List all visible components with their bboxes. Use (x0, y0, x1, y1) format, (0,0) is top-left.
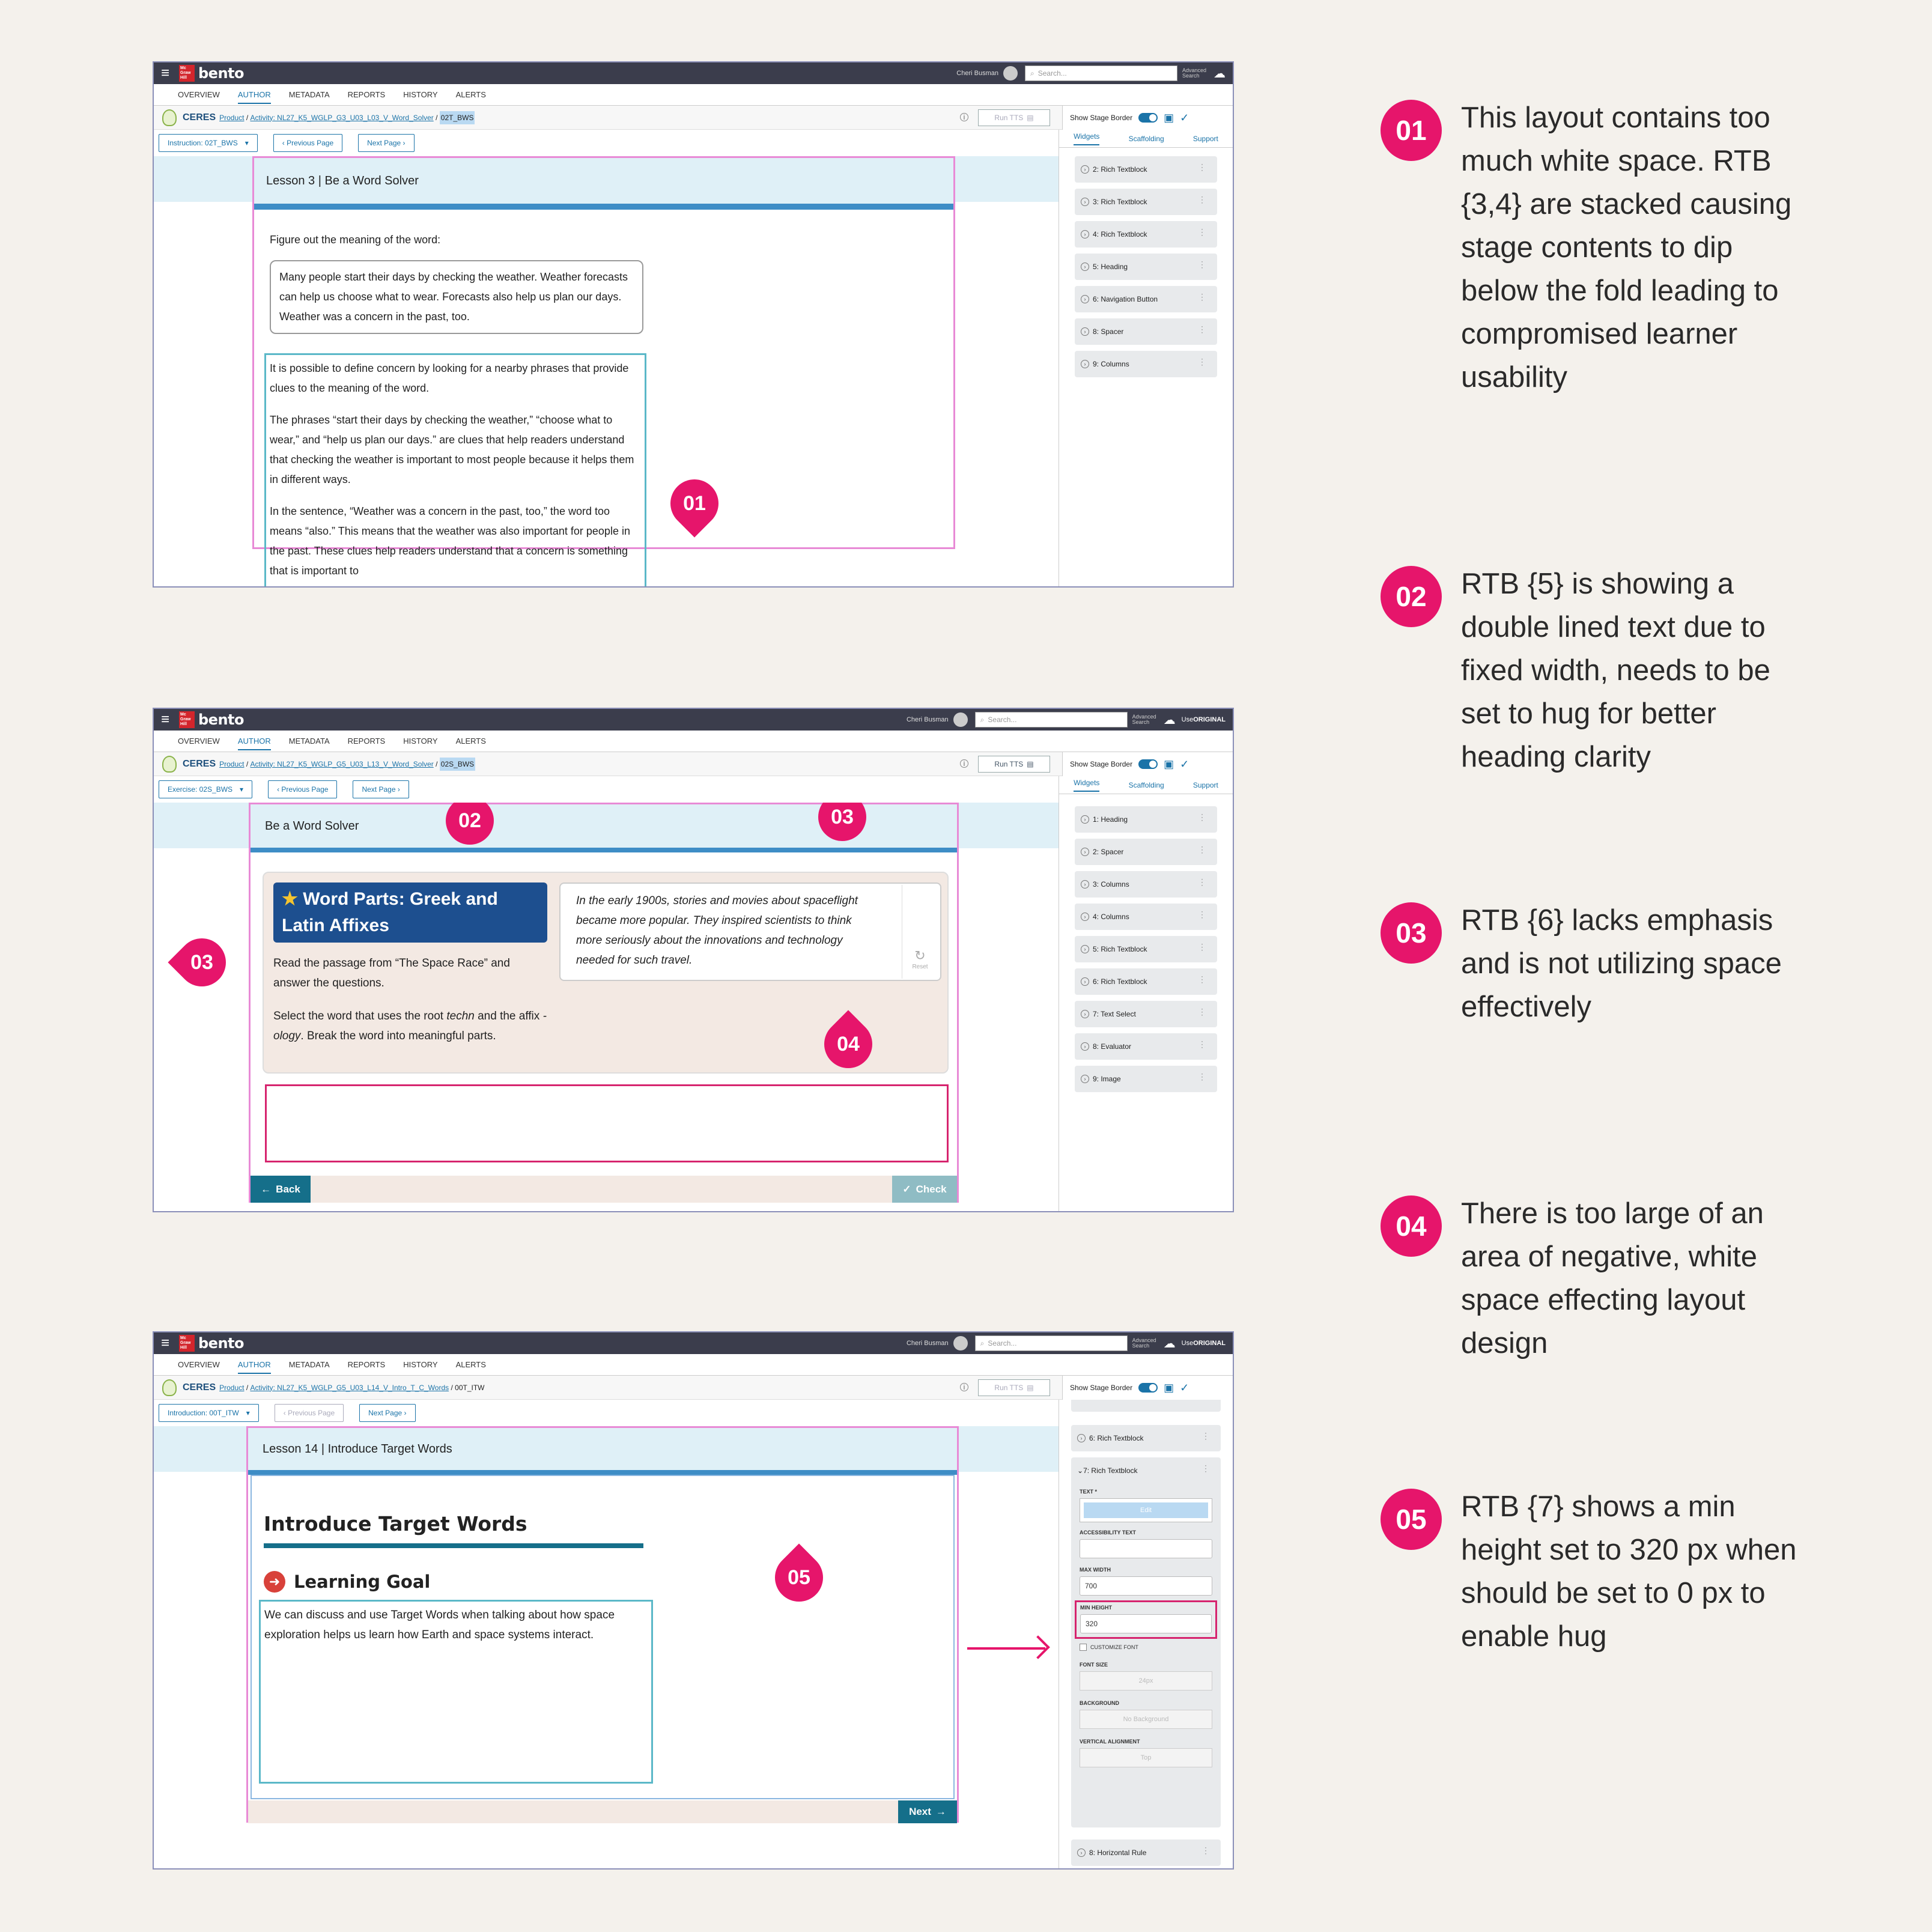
search-input[interactable]: ⌕ Search... (975, 712, 1128, 728)
user-name: Cheri Busman (906, 716, 949, 723)
info-icon[interactable]: i (960, 1383, 968, 1391)
kebab-icon[interactable]: ⋮ (1198, 812, 1206, 822)
heading-rule (264, 1543, 643, 1548)
page-heading: Introduce Target Words (264, 1512, 527, 1536)
title-rule (248, 1470, 957, 1475)
tab-alerts[interactable]: ALERTS (455, 737, 486, 746)
note-badge: 05 (1381, 1489, 1442, 1550)
arrow-left-icon: ← (261, 1183, 272, 1195)
min-height-label: MIN HEIGHT (1080, 1605, 1112, 1611)
previous-page-button[interactable]: ‹ Previous Page (273, 134, 342, 152)
word-parts-heading: ★ Word Parts: Greek and Latin Affixes (273, 882, 547, 943)
document-icon: ▤ (1027, 114, 1034, 122)
stage (154, 1426, 1059, 1870)
font-size-select[interactable]: 24px (1080, 1671, 1212, 1690)
properties-panel (1059, 1400, 1233, 1870)
tab-widgets[interactable]: Widgets (1074, 779, 1099, 792)
screen-selector[interactable]: Instruction: 02T_BWS ▾ (159, 134, 258, 152)
search-icon: ⌕ (980, 1338, 985, 1347)
explanation-para-1: It is possible to define concern by looking for a nearby phrases that provide clues to the meaning of the word. (270, 362, 629, 394)
tab-reports[interactable]: REPORTS (347, 737, 386, 746)
kebab-icon[interactable]: ⋮ (1198, 877, 1206, 887)
search-input[interactable]: ⌕ Search... (1025, 65, 1177, 81)
text-label: TEXT * (1080, 1489, 1098, 1495)
chevron-right-icon: › (1081, 165, 1089, 174)
note-04 (1381, 1192, 1861, 1365)
mcgraw-hill-logo: Mc Graw Hill (179, 1335, 195, 1352)
nav-tabs (154, 1354, 1233, 1376)
min-height-highlight (1075, 1600, 1217, 1639)
advanced-search-link[interactable]: Advanced Search (1132, 714, 1156, 725)
rich-textblock-7: We can discuss and use Target Words when talking about how space exploration helps us learn how Earth and space systems interact. (259, 1600, 653, 1784)
tab-scaffolding[interactable]: Scaffolding (1128, 780, 1164, 789)
brand-name: bento (198, 65, 245, 82)
tab-reports[interactable]: REPORTS (347, 1360, 386, 1369)
kebab-icon[interactable]: ⋮ (1198, 1007, 1206, 1016)
title-rule (251, 848, 957, 852)
chevron-right-icon: › (1081, 848, 1089, 856)
use-original-button[interactable]: UseORIGINAL (1181, 716, 1226, 723)
chevron-right-icon: › (1081, 977, 1089, 986)
tab-support[interactable]: Support (1192, 780, 1218, 789)
kebab-icon[interactable]: ⋮ (1198, 195, 1206, 204)
caret-down-icon: ▾ (240, 785, 244, 794)
kebab-icon[interactable]: ⋮ (1198, 942, 1206, 952)
note-badge: 02 (1381, 566, 1442, 627)
user-name: Cheri Busman (956, 70, 998, 77)
explanation-para-2: The phrases “start their days by checking the weather,” “choose what to wear,” and “help us plan our days.” are clues that help readers understand that checking the weather is important to most people because it helps them in different ways. (270, 414, 634, 485)
info-icon[interactable]: i (960, 759, 968, 768)
breadcrumb-product[interactable]: Product (219, 113, 245, 122)
widget-item[interactable]: › 4: Rich Textblock ⋮ (1075, 221, 1217, 248)
note-badge: 03 (1381, 902, 1442, 964)
menu-icon[interactable]: ≡ (161, 711, 170, 728)
avatar[interactable] (953, 712, 968, 727)
note-text: RTB {6} lacks emphasis and is not utilizing space effectively (1461, 904, 1782, 1023)
annotation-pin-03-left: 03 (168, 928, 235, 996)
widget-item[interactable]: › 5: Heading ⋮ (1075, 254, 1217, 280)
breadcrumb: CERES Product / Activity: NL27_K5_WGLP_G5_U03_L14_V_Intro_T_C_Words / 00T_ITW i Run TTS ▤ Show Stage Border ▣ ✓ (154, 1376, 1233, 1400)
breadcrumb: CERES Product / Activity: NL27_K5_WGLP_G5_U03_L13_V_Word_Solver / 02S_BWS i Run TTS ▤ Show Stage Border ▣ ✓ (154, 752, 1233, 776)
min-height-input[interactable]: 320 (1080, 1614, 1212, 1633)
check-button[interactable]: ✓ Check (892, 1176, 957, 1203)
instructions-2: Select the word that uses the root techn and the affix -ology. Break the word into meaningful parts. (273, 1010, 547, 1042)
widget-item[interactable]: › 7: Text Select ⋮ (1075, 1001, 1217, 1027)
panel-tabs (1059, 776, 1233, 794)
top-bar (154, 1332, 1233, 1354)
tab-history[interactable]: HISTORY (403, 1360, 438, 1369)
cloud-icon[interactable]: ☁ (1163, 1337, 1176, 1350)
title-rule (254, 204, 953, 210)
tab-overview[interactable]: OVERVIEW (178, 737, 220, 746)
widget-header[interactable]: ⌄ 7: Rich Textblock ⋮ (1077, 1463, 1210, 1475)
run-tts-button[interactable]: Run TTS ▤ (978, 109, 1050, 126)
note-text: There is too large of an area of negative, white space effecting layout design (1461, 1197, 1764, 1359)
tab-history[interactable]: HISTORY (403, 737, 438, 746)
show-stage-border-label: Show Stage Border (1070, 1384, 1133, 1392)
callout-arrow (967, 1647, 1045, 1650)
ceres-logo: CERES (183, 112, 216, 123)
lightbulb-icon (162, 1379, 177, 1396)
widget-list (1059, 1400, 1233, 1866)
chevron-right-icon: › (1081, 880, 1089, 889)
tab-author[interactable]: AUTHOR (238, 90, 271, 104)
tab-reports[interactable]: REPORTS (347, 90, 386, 99)
next-page-button[interactable]: Next Page › (359, 1404, 415, 1422)
widget-item[interactable]: › 6: Navigation Button ⋮ (1075, 286, 1217, 312)
widget-item[interactable]: › 6: Rich Textblock ⋮ (1075, 968, 1217, 995)
run-tts-button[interactable]: Run TTS ▤ (978, 756, 1050, 773)
next-page-button[interactable]: Next Page › (353, 780, 409, 798)
note-03 (1381, 899, 1861, 1028)
top-bar (154, 62, 1233, 84)
annotation-pin-03-top: 03 (808, 803, 876, 851)
back-button[interactable]: ← Back (251, 1176, 311, 1203)
kebab-icon[interactable]: ⋮ (1198, 1072, 1206, 1081)
next-page-button[interactable]: Next Page › (358, 134, 414, 152)
ceres-logo: CERES (183, 758, 216, 769)
screenshot-2 (153, 708, 1234, 1212)
tab-metadata[interactable]: METADATA (288, 737, 330, 746)
chevron-right-icon: › (1081, 1010, 1089, 1018)
customize-font-checkbox[interactable] (1080, 1644, 1087, 1651)
annotation-pin-02: 02 (436, 803, 503, 855)
accessibility-text-label: ACCESSIBILITY TEXT (1080, 1530, 1136, 1536)
breadcrumb-current: 00T_ITW (455, 1383, 485, 1392)
advanced-search-link[interactable]: Advanced Search (1132, 1337, 1156, 1349)
vertical-alignment-select[interactable]: Top (1080, 1748, 1212, 1767)
chevron-right-icon: › (1077, 1434, 1086, 1442)
check-icon[interactable]: ✓ (1180, 758, 1189, 770)
use-original-button[interactable]: UseORIGINAL (1181, 1340, 1226, 1347)
chevron-right-icon: › (1081, 360, 1089, 368)
max-width-input[interactable]: 700 (1080, 1576, 1212, 1596)
note-text: This layout contains too much white space. RTB {3,4} are stacked causing stage contents to dip below the fold leading to compromised learner usability (1461, 102, 1792, 393)
top-bar (154, 709, 1233, 731)
stage-border (246, 1426, 959, 1823)
screen-selector[interactable]: Introduction: 00T_ITW ▾ (159, 1404, 259, 1422)
tab-author[interactable]: AUTHOR (238, 737, 271, 750)
stage-controls (1062, 106, 1234, 130)
kebab-icon[interactable]: ⋮ (1198, 1039, 1206, 1049)
kebab-icon[interactable]: ⋮ (1198, 357, 1206, 366)
nav-tabs (154, 84, 1233, 106)
widget-item[interactable]: › 5: Rich Textblock ⋮ (1075, 936, 1217, 962)
screen-selector[interactable]: Exercise: 02S_BWS ▾ (159, 780, 252, 798)
brand-name: bento (198, 711, 245, 728)
document-icon: ▤ (1027, 1384, 1034, 1392)
widget-item[interactable]: › 8: Horizontal Rule ⋮ (1071, 1839, 1221, 1866)
previous-page-button[interactable]: ‹ Previous Page (275, 1404, 344, 1422)
text-field (1080, 1498, 1212, 1522)
note-text: RTB {5} is showing a double lined text due to fixed width, needs to be set to hug for better heading clarity (1461, 568, 1770, 773)
kebab-icon[interactable]: ⋮ (1198, 324, 1206, 334)
edit-button[interactable]: Edit (1084, 1502, 1208, 1518)
kebab-icon[interactable]: ⋮ (1201, 1431, 1210, 1441)
tab-overview[interactable]: OVERVIEW (178, 1360, 220, 1369)
panel-tabs (1059, 130, 1233, 148)
screenshot-3 (153, 1331, 1234, 1870)
lightbulb-icon (162, 109, 177, 126)
tab-metadata[interactable]: METADATA (288, 90, 330, 99)
widget-item[interactable]: › 8: Evaluator ⋮ (1075, 1033, 1217, 1060)
chevron-down-icon: ⌄ (1077, 1466, 1084, 1475)
chevron-right-icon: › (1081, 913, 1089, 921)
lesson-title: Lesson 3 | Be a Word Solver (254, 158, 953, 204)
chevron-right-icon: › (1081, 230, 1089, 238)
annotation-pin-05: 05 (765, 1543, 833, 1611)
checkmark-icon: ✓ (902, 1183, 911, 1195)
widget-item[interactable]: › 9: Columns ⋮ (1075, 351, 1217, 377)
lesson-title: Be a Word Solver (251, 804, 957, 848)
lightbulb-icon (162, 756, 177, 773)
chevron-right-icon: › (1081, 327, 1089, 336)
note-badge: 01 (1381, 100, 1442, 161)
avatar[interactable] (1003, 66, 1018, 80)
show-stage-border-label: Show Stage Border (1070, 760, 1133, 768)
chevron-right-icon: › (1081, 945, 1089, 953)
chevron-right-icon: › (1081, 198, 1089, 206)
background-label: BACKGROUND (1080, 1700, 1119, 1706)
empty-evaluator-area (265, 1084, 949, 1162)
footer-bar (251, 1176, 957, 1203)
tab-metadata[interactable]: METADATA (288, 1360, 330, 1369)
kebab-icon[interactable]: ⋮ (1198, 227, 1206, 237)
mcgraw-hill-logo: Mc Graw Hill (179, 711, 195, 728)
tab-overview[interactable]: OVERVIEW (178, 90, 220, 99)
widget-item[interactable]: › 3: Rich Textblock ⋮ (1075, 189, 1217, 215)
caret-down-icon: ▾ (246, 1409, 250, 1417)
kebab-icon[interactable]: ⋮ (1198, 910, 1206, 919)
arrow-right-icon: → (935, 1806, 946, 1817)
widget-item[interactable]: › 6: Rich Textblock ⋮ (1071, 1425, 1221, 1451)
run-tts-button[interactable]: Run TTS ▤ (978, 1379, 1050, 1396)
tab-author[interactable]: AUTHOR (238, 1360, 271, 1374)
tab-support[interactable]: Support (1192, 134, 1218, 143)
widget-panel (1059, 130, 1233, 588)
widget-list (1059, 148, 1233, 377)
preview-icon[interactable]: ▣ (1164, 111, 1174, 124)
customize-font-row[interactable]: CUSTOMIZE FONT (1080, 1644, 1212, 1651)
chevron-right-icon: › (1077, 1848, 1086, 1857)
tab-scaffolding[interactable]: Scaffolding (1128, 134, 1164, 143)
screenshot-1 (153, 61, 1234, 588)
accessibility-text-input[interactable] (1080, 1539, 1212, 1558)
breadcrumb: CERES Product / Activity: NL27_K5_WGLP_G3_U03_L03_V_Word_Solver / 02T_BWS i Run TTS ▤ Show Stage Border ▣ ✓ (154, 106, 1233, 130)
breadcrumb-current: 02T_BWS (440, 111, 475, 124)
stage-controls (1062, 752, 1234, 776)
cloud-icon[interactable]: ☁ (1214, 67, 1226, 80)
footer-bar (248, 1800, 957, 1823)
brand-name: bento (198, 1335, 245, 1352)
prompt-text: Figure out the meaning of the word: (270, 234, 441, 246)
show-stage-border-label: Show Stage Border (1070, 114, 1133, 122)
note-badge: 04 (1381, 1195, 1442, 1257)
note-05 (1381, 1485, 1861, 1658)
caret-down-icon: ▾ (245, 139, 249, 147)
breadcrumb-activity[interactable]: Activity: NL27_K5_WGLP_G5_U03_L14_V_Intro_T_C_Words (250, 1383, 449, 1392)
next-button[interactable]: Next → (898, 1800, 957, 1823)
info-icon[interactable]: i (960, 113, 968, 121)
passage-box: In the early 1900s, stories and movies about spaceflight became more popular. They inspired scientists to think more seriously about the innovations and technology needed for such travel. (559, 882, 941, 981)
widget-panel (1059, 776, 1233, 1212)
widget-list (1059, 794, 1233, 1092)
stage (154, 803, 1061, 1212)
search-icon: ⌕ (1030, 68, 1034, 77)
widget-item[interactable]: › 3: Columns ⋮ (1075, 871, 1217, 898)
check-icon[interactable]: ✓ (1180, 111, 1189, 124)
tab-history[interactable]: HISTORY (403, 90, 438, 99)
note-01 (1381, 96, 1861, 399)
lesson-title: Lesson 14 | Introduce Target Words (248, 1428, 957, 1470)
stage-controls (1062, 1376, 1234, 1400)
stage-border-toggle[interactable] (1138, 1383, 1158, 1393)
kebab-icon[interactable]: ⋮ (1201, 1845, 1210, 1855)
ceres-logo: CERES (183, 1382, 216, 1393)
preview-icon[interactable]: ▣ (1164, 1381, 1174, 1394)
tab-alerts[interactable]: ALERTS (455, 90, 486, 99)
instructions-1: Read the passage from “The Space Race” and answer the questions. (273, 957, 510, 989)
kebab-icon[interactable]: ⋮ (1201, 1463, 1210, 1473)
chevron-right-icon: › (1081, 263, 1089, 271)
learning-goal-heading: ➜ Learning Goal (264, 1571, 430, 1593)
note-02 (1381, 562, 1861, 779)
kebab-icon[interactable]: ⋮ (1198, 974, 1206, 984)
advanced-search-link[interactable]: Advanced Search (1182, 67, 1207, 79)
previous-page-button[interactable]: ‹ Previous Page (268, 780, 337, 798)
widget-item-partial (1071, 1400, 1221, 1412)
font-size-label: FONT SIZE (1080, 1662, 1108, 1668)
kebab-icon[interactable]: ⋮ (1198, 260, 1206, 269)
chevron-right-icon: › (1081, 295, 1089, 303)
nav-tabs (154, 731, 1233, 752)
widget-item[interactable]: › 8: Spacer ⋮ (1075, 318, 1217, 345)
tab-widgets[interactable]: Widgets (1074, 132, 1099, 145)
document-icon: ▤ (1027, 760, 1034, 768)
explanation-para-3: In the sentence, “Weather was a concern in the past, too,” the word too means “also.” This means that the weather was also important for people in the past. These clues help readers understand that a concern is something that is important to (270, 505, 630, 577)
widget-item[interactable]: › 4: Columns ⋮ (1075, 904, 1217, 930)
widget-item[interactable]: › 2: Spacer ⋮ (1075, 839, 1217, 865)
mcgraw-hill-logo: Mc Graw Hill (179, 65, 195, 82)
arrow-right-circle-icon: ➜ (264, 1571, 285, 1593)
widget-item-expanded (1071, 1457, 1221, 1827)
kebab-icon[interactable]: ⋮ (1198, 292, 1206, 302)
kebab-icon[interactable]: ⋮ (1198, 162, 1206, 172)
vertical-alignment-label: VERTICAL ALIGNMENT (1080, 1739, 1140, 1745)
background-select[interactable]: No Background (1080, 1710, 1212, 1729)
stage-border-toggle[interactable] (1138, 759, 1158, 769)
chevron-right-icon: › (1081, 815, 1089, 824)
stage-border (249, 803, 959, 1203)
reset-icon: ↻ (914, 948, 926, 963)
menu-icon[interactable]: ≡ (161, 65, 170, 81)
breadcrumb-product[interactable]: Product (219, 1383, 245, 1392)
breadcrumb-current: 02S_BWS (440, 758, 475, 771)
note-text: RTB {7} shows a min height set to 320 px when should be set to 0 px to enable hug (1461, 1490, 1797, 1653)
rich-textblock-stacked (264, 353, 646, 588)
search-input[interactable]: ⌕ Search... (975, 1335, 1128, 1351)
widget-item[interactable]: › 9: Image ⋮ (1075, 1066, 1217, 1092)
passage-box: Many people start their days by checking the weather. Weather forecasts can help us choose what to wear. Forecasts also help us plan our days. Weather was a concern in the past, too. (270, 260, 643, 334)
kebab-icon[interactable]: ⋮ (1198, 845, 1206, 854)
tab-alerts[interactable]: ALERTS (455, 1360, 486, 1369)
user-name: Cheri Busman (906, 1340, 949, 1347)
widget-item[interactable]: › 1: Heading ⋮ (1075, 806, 1217, 833)
chevron-right-icon: › (1081, 1042, 1089, 1051)
search-icon: ⌕ (980, 715, 985, 724)
star-icon: ★ (282, 889, 298, 909)
stage (154, 156, 1059, 588)
widget-item[interactable]: › 2: Rich Textblock ⋮ (1075, 156, 1217, 183)
reset-button[interactable]: ↻ Reset (902, 885, 938, 979)
avatar[interactable] (953, 1336, 968, 1350)
chevron-right-icon: › (1081, 1075, 1089, 1083)
breadcrumb-activity[interactable]: Activity: NL27_K5_WGLP_G3_U03_L03_V_Word_Solver (250, 113, 434, 122)
breadcrumb-product[interactable]: Product (219, 759, 245, 768)
breadcrumb-activity[interactable]: Activity: NL27_K5_WGLP_G5_U03_L13_V_Word_Solver (250, 759, 434, 768)
annotation-pin-04: 04 (814, 1010, 882, 1078)
check-icon[interactable]: ✓ (1180, 1381, 1189, 1394)
stage-border-toggle[interactable] (1138, 113, 1158, 123)
preview-icon[interactable]: ▣ (1164, 758, 1174, 770)
cloud-icon[interactable]: ☁ (1163, 713, 1176, 727)
annotation-pin-01: 01 (660, 469, 728, 537)
menu-icon[interactable]: ≡ (161, 1335, 170, 1351)
max-width-label: MAX WIDTH (1080, 1567, 1111, 1573)
